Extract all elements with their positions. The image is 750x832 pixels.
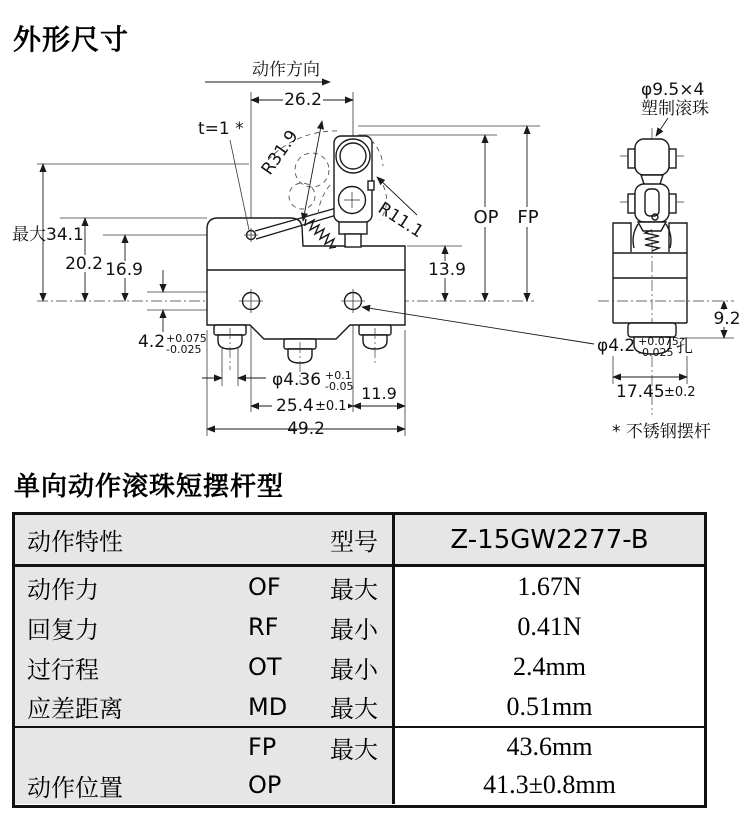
hole-note-minus: -0.025 <box>638 346 674 359</box>
dim-4-2-plus: +0.075 <box>166 332 207 345</box>
table-row <box>15 567 392 607</box>
row-name: 回复力 <box>27 615 99 644</box>
table-row <box>15 607 392 647</box>
row-value: 41.3±0.8mm <box>392 766 704 804</box>
header-characteristic: 动作特性 <box>27 528 123 556</box>
table-row <box>15 687 392 726</box>
dim-4-2: 4.2 <box>138 332 166 352</box>
roller-spec-1: φ9.5×4 <box>641 80 705 100</box>
dim-25-4: 25.4 <box>276 396 314 416</box>
dim-max-34-1: 最大34.1 <box>12 225 84 245</box>
row-value: 43.6mm <box>392 726 704 766</box>
action-direction-label: 动作方向 <box>252 60 320 80</box>
dim-13-9: 13.9 <box>428 260 466 280</box>
row-value: 2.4mm <box>392 647 704 687</box>
row-abbr: MD <box>248 692 288 721</box>
dim-11-9: 11.9 <box>361 384 397 403</box>
table-row <box>15 647 392 687</box>
dim-4-36-minus: -0.05 <box>325 380 354 393</box>
row-value: 0.41N <box>392 607 704 647</box>
dim-r11-1: R11.1 <box>374 198 427 243</box>
row-qual: 最大 <box>330 575 378 604</box>
footnote: * 不锈钢摆杆 <box>612 422 711 442</box>
table-header-left <box>15 515 392 567</box>
dim-t1: t=1 * <box>198 119 244 139</box>
row-name: 动作位置 <box>27 773 123 802</box>
dim-49-2: 49.2 <box>287 419 325 439</box>
row-qual: 最小 <box>330 655 378 684</box>
page-title: 外形尺寸 <box>13 23 130 56</box>
dim-r31-9: R31.9 <box>257 126 303 179</box>
row-qual: 最大 <box>330 735 378 764</box>
dim-26-2: 26.2 <box>284 90 322 110</box>
dim-17-45-tol: ±0.2 <box>664 385 696 400</box>
table-row <box>15 766 392 804</box>
header-model-label: 型号 <box>330 528 378 556</box>
roller-spec-2: 塑制滚珠 <box>641 99 709 119</box>
dim-op: OP <box>473 207 499 228</box>
row-abbr: OF <box>248 573 281 601</box>
dim-fp: FP <box>517 207 539 228</box>
row-abbr: OP <box>248 771 282 799</box>
spec-table <box>12 512 707 808</box>
row-qual: 最小 <box>330 615 378 644</box>
row-qual: 最大 <box>330 695 378 723</box>
dim-4-36-plus: +0.1 <box>325 369 352 382</box>
row-value: 1.67N <box>392 567 704 607</box>
table-row <box>15 726 392 766</box>
dim-4-2-minus: -0.025 <box>166 343 202 356</box>
dim-25-4-tol: ±0.1 <box>315 399 347 414</box>
row-name: 应差距离 <box>27 695 123 723</box>
side-view <box>613 128 687 415</box>
hole-note-plus: +0.075 <box>638 335 679 348</box>
hole-note-suffix: 孔 <box>676 337 693 357</box>
row-value: 0.51mm <box>392 687 704 726</box>
front-view <box>207 131 405 384</box>
row-abbr: OT <box>248 653 282 681</box>
hole-note: φ4.2 <box>597 336 636 356</box>
row-name: 过行程 <box>27 655 99 684</box>
row-abbr: RF <box>248 613 279 641</box>
dim-16-9: 16.9 <box>105 260 143 280</box>
dim-4-36: φ4.36 <box>272 370 322 390</box>
dim-9-2: 9.2 <box>713 309 741 329</box>
dim-20-2: 20.2 <box>65 254 103 274</box>
header-model-value: Z-15GW2277-B <box>392 515 704 567</box>
dim-17-45: 17.45 <box>616 382 665 402</box>
row-abbr: FP <box>248 733 277 761</box>
section-title: 单向动作滚珠短摆杆型 <box>14 472 285 502</box>
row-name: 动作力 <box>27 575 99 604</box>
